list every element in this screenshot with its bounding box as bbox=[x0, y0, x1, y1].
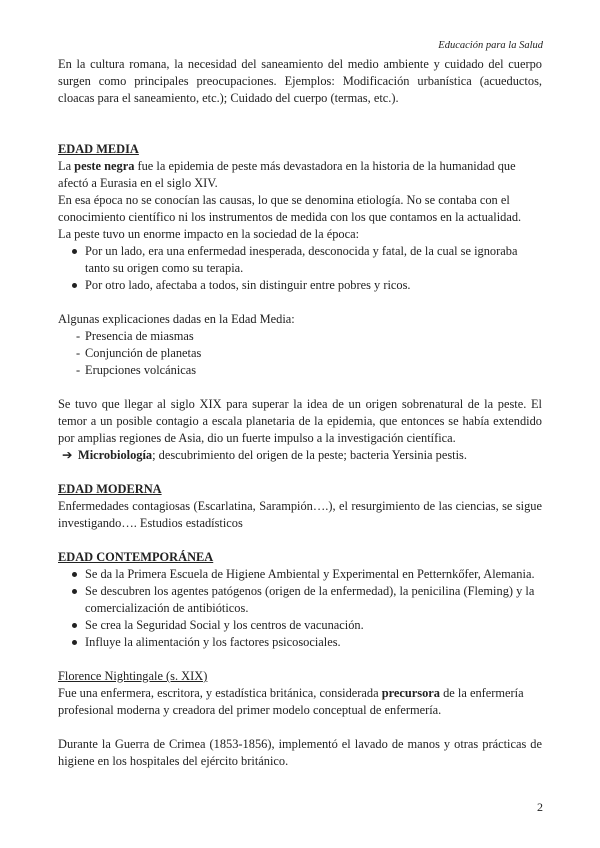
page-body bbox=[58, 56, 542, 770]
impacto-paragraph: La peste tuvo un enorme impacto en la sociedad de la época: bbox=[58, 227, 360, 241]
list-item: ➔ Microbiología; descubrimiento del origen de la peste; bacteria Yersinia pestis. bbox=[62, 448, 467, 462]
explicaciones-list bbox=[58, 328, 542, 379]
list-item: Se da la Primera Escuela de Higiene Ambiental y Experimental en Petternkőfer, Alemania. bbox=[58, 566, 542, 583]
etiologia-paragraph: En esa época no se conocían las causas, lo que se denomina etiología. No se contaba con el conocimiento científico ni los instrumentos de medida con los que contamos en la actualidad. bbox=[58, 193, 522, 224]
peste-negra-bold: peste negra bbox=[74, 159, 135, 173]
list-item: Se descubren los agentes patógenos (origen de la enfermedad), la penicilina (Fleming) y la comercialización de antibióticos. bbox=[58, 583, 542, 617]
list-item: Se crea la Seguridad Social y los centros de vacunación. bbox=[58, 617, 542, 634]
list-item: Por otro lado, afectaba a todos, sin distinguir entre pobres y ricos. bbox=[58, 277, 542, 294]
heading-edad-moderna: EDAD MODERNA bbox=[58, 482, 162, 496]
precursora-bold: precursora bbox=[381, 686, 441, 700]
list-item: Por un lado, era una enfermedad inesperada, desconocida y fatal, de la cual se ignoraba tanto su origen como su terapia. bbox=[58, 243, 542, 277]
peste-negra-paragraph: La peste negra fue la epidemia de peste más devastadora en la historia de la humanidad que afectó a Eurasia en el siglo XIV. bbox=[58, 159, 516, 190]
list-item: - Presencia de miasmas bbox=[58, 328, 542, 345]
edad-moderna-paragraph: Enfermedades contagiosas (Escarlatina, Sarampión….), el resurgimiento de las ciencias, se sigue investigando…. Estudios estadísticos bbox=[58, 499, 542, 530]
heading-nightingale: Florence Nightingale (s. XIX) bbox=[58, 669, 208, 683]
crimea-paragraph: Durante la Guerra de Crimea (1853-1856), implementó el lavado de manos y otras prácticas de higiene en los hospitales del ejército británico. bbox=[58, 737, 542, 768]
contemporanea-list bbox=[58, 566, 542, 651]
impacto-list bbox=[58, 243, 542, 294]
list-item: - Conjunción de planetas bbox=[58, 345, 542, 362]
intro-paragraph: En la cultura romana, la necesidad del saneamiento del medio ambiente y cuidado del cuerpo surgen como principales preocupaciones. Ejemplos: Modificación urbanística (acueductos, cloacas para el saneamiento, etc.); Cuidado del cuerpo (termas, etc.). bbox=[58, 57, 542, 105]
list-item: Influye la alimentación y los factores psicosociales. bbox=[58, 634, 542, 651]
header-title: Educación para la Salud bbox=[438, 40, 543, 51]
page-number: 2 bbox=[537, 800, 543, 814]
list-item: - Erupciones volcánicas bbox=[58, 362, 542, 379]
arrow-icon: ➔ bbox=[62, 448, 73, 462]
explicaciones-intro: Algunas explicaciones dadas en la Edad Media: bbox=[58, 312, 295, 326]
microbiologia-bold: Microbiología bbox=[78, 448, 153, 462]
heading-edad-media: EDAD MEDIA bbox=[58, 142, 139, 156]
microbiologia-list bbox=[58, 447, 542, 464]
nightingale-paragraph: Fue una enfermera, escritora, y estadística británica, considerada precursora de la enfermería profesional moderna y creadora del primer modelo conceptual de enfermería. bbox=[58, 686, 524, 717]
siglo-xix-paragraph: Se tuvo que llegar al siglo XIX para superar la idea de un origen sobrenatural de la peste. El temor a un posible contagio a escala planetaria de la epidemia, que entonces se había extendido por amplias regiones de Asia, dio un fuerte impulso a la investigación científica. bbox=[58, 397, 542, 445]
heading-edad-contemporanea: EDAD CONTEMPORÁNEA bbox=[58, 550, 214, 564]
